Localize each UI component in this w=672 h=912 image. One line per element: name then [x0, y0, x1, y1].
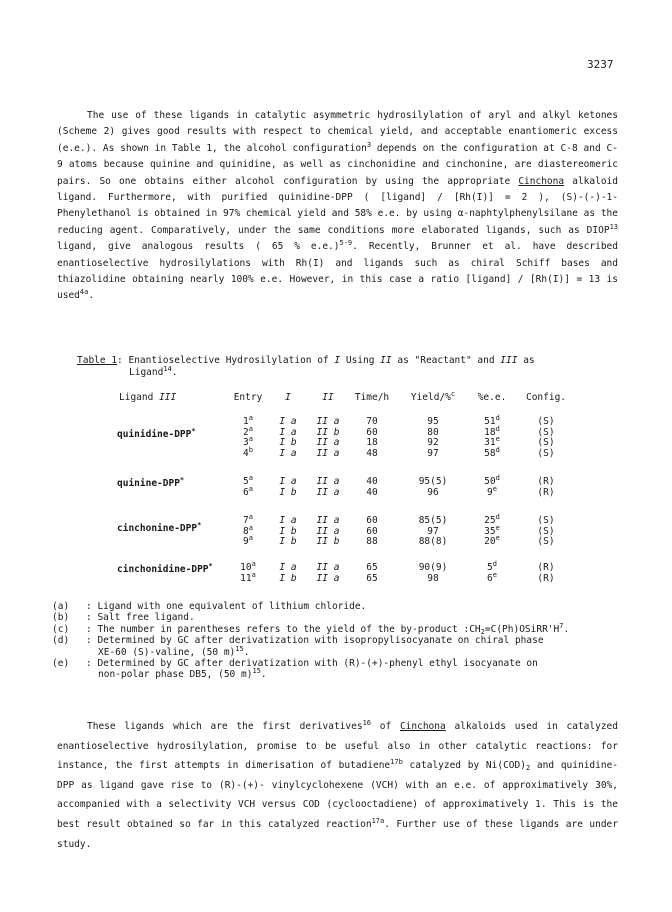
substrate-cell — [279, 427, 296, 438]
ee-value: 20 — [484, 536, 496, 548]
caption-text: as "Reactant" and — [391, 355, 501, 366]
substrate-cell — [279, 448, 296, 459]
time-cell: 70 — [366, 416, 378, 427]
text-run: . — [88, 290, 95, 302]
config-cell: (S) — [537, 515, 555, 526]
entry-number: 6 — [243, 486, 249, 498]
entry-number: 10 — [240, 562, 252, 573]
entry-superscript: a — [248, 414, 253, 422]
caption-italic: II — [380, 355, 392, 366]
reference-superscript: 5-9 — [339, 239, 353, 248]
footnote-superscript: 7 — [559, 621, 564, 630]
config-cell: (S) — [537, 416, 555, 427]
silane-text: II a — [316, 515, 340, 526]
entry-superscript: a — [251, 560, 256, 568]
config-cell: (R) — [537, 572, 555, 584]
ligand-label — [117, 429, 196, 440]
silane-text: II b — [316, 426, 340, 438]
silane-cell — [317, 536, 340, 547]
reference-superscript: 16 — [362, 719, 371, 727]
substrate-text: I a — [279, 515, 297, 526]
ee-value: 18 — [484, 426, 496, 438]
underlined-term: Cinchona — [518, 175, 565, 187]
text-run: of — [371, 721, 400, 732]
footnote-key: (b) — [52, 612, 70, 624]
ee-superscript: d — [495, 414, 500, 422]
footnote-superscript: 15 — [252, 667, 261, 676]
yield-cell: 95 — [427, 416, 439, 427]
header-italic: II — [322, 392, 334, 403]
reference-superscript: 4a — [79, 288, 89, 297]
caption-text: : Enantioselective Hydrosilylation of — [117, 355, 335, 366]
footnote-text: XE-60 (S)-valine, (50 m) — [98, 646, 236, 658]
header-italic: I — [285, 392, 291, 403]
text-run: depends on the configuration at C-8 and C-9 atoms because quinine and quinidine, as well as cinchonidine and cinchonine, are diastereomeric pairs. So one obtains either alcohol configuration by using the appropriate — [57, 142, 618, 187]
text-run: . Recently, Brunner et al. have described enantioselective hydrosilylations with Rh(I) and ligands such as chiral Schiff bases and thiazolidine obtaining nearly 100% e.e. However, in this case a ratio [ligand] / [Rh(I)] = 13 is used — [57, 241, 618, 302]
ee-value: 58 — [484, 448, 496, 460]
silane-text: II a — [316, 476, 340, 487]
substrate-text: I a — [279, 426, 297, 438]
caption-text: Using — [340, 355, 381, 366]
config-cell: (R) — [537, 562, 555, 573]
table-label: Table 1 — [77, 355, 118, 366]
substrate-cell — [279, 573, 296, 584]
time-cell: 60 — [366, 525, 378, 537]
header-text: Ligand — [119, 392, 154, 403]
text-run: alkaloids used in catalyzed enantioselective hydrosilylation, promise to be useful also in other catalytic reactions: for instance, the first attempts in dimerisation of butadiene — [57, 721, 618, 772]
entry-number: 3 — [243, 437, 249, 449]
underlined-term: Cinchona — [399, 721, 446, 732]
header-entry: Entry — [233, 392, 263, 403]
substrate-cell — [279, 536, 296, 547]
ee-superscript: d — [495, 446, 500, 455]
substrate-text: I b — [279, 572, 297, 584]
subscript: 2 — [525, 764, 531, 773]
substrate-text: I a — [279, 416, 297, 427]
entry-number: 4 — [243, 448, 249, 460]
yield-cell: 90(9) — [418, 562, 448, 573]
silane-text: II a — [316, 525, 340, 537]
entry-superscript: a — [248, 513, 253, 521]
substrate-text: I b — [279, 525, 297, 537]
silane-cell — [317, 476, 340, 487]
config-cell: (S) — [537, 448, 555, 460]
header-ee: %e.e. — [477, 392, 507, 403]
footnote-text: : Salt free ligand. — [86, 612, 195, 624]
text-run: and quinidine-DPP as ligand gave rise to (R)-(+)- vinylcyclohexene (VCH) with an e.e. of approximatively 30%, accompanied with a selectivity VCH versus COD (cyclooctadiene) of approximatively 1. This is the best result obtained so far in this catalyzed reaction — [57, 760, 619, 830]
caption-text: Ligand — [129, 367, 164, 378]
time-cell: 65 — [366, 562, 378, 573]
table-footnotes — [52, 601, 632, 681]
yield-cell: 97 — [427, 525, 439, 537]
config-cell: (S) — [537, 426, 555, 438]
reference-superscript: 17a — [371, 816, 385, 825]
silane-text: II b — [316, 536, 340, 548]
ee-value: 50 — [484, 476, 496, 487]
substrate-text: I a — [279, 448, 297, 460]
ligand-mark: * — [191, 427, 196, 436]
entry-number: 8 — [243, 525, 249, 537]
caption-italic: III — [500, 355, 518, 366]
time-cell: 40 — [366, 476, 378, 487]
silane-text: II a — [316, 486, 340, 498]
entry-cell — [243, 448, 253, 459]
footnote-text: : The number in parentheses refers to the yield of the by-product :CH — [86, 623, 481, 635]
silane-cell — [317, 448, 340, 459]
footnote-d — [52, 635, 632, 658]
footnote-subscript: 2 — [480, 627, 485, 636]
footnote-key: (a) — [52, 601, 70, 612]
footnote-e — [52, 658, 632, 681]
substrate-cell — [279, 487, 296, 498]
substrate-cell — [279, 437, 296, 448]
reference-superscript: 13 — [609, 222, 618, 231]
silane-cell — [317, 487, 340, 498]
ligand-mark: * — [197, 520, 202, 529]
footnote-superscript: 15 — [235, 644, 244, 653]
ligand-mark: * — [208, 562, 213, 571]
ee-value: 5 — [487, 562, 493, 573]
ee-cell — [487, 570, 497, 584]
yield-cell: 85(5) — [418, 515, 448, 526]
ee-superscript: e — [495, 523, 500, 532]
ligand-label — [117, 520, 202, 534]
yield-cell: 80 — [427, 426, 439, 438]
entry-number: 1 — [243, 416, 249, 427]
ligand-label — [117, 478, 184, 489]
entry-superscript: a — [248, 534, 253, 543]
silane-cell — [317, 573, 340, 584]
entry-number: 5 — [243, 476, 249, 487]
ee-superscript: d — [492, 560, 497, 568]
ligand-name-text: cinchonidine-DPP — [117, 564, 209, 576]
header-config: Config. — [525, 392, 567, 403]
substrate-cell — [279, 562, 296, 573]
footnote-key: (c) — [52, 623, 70, 635]
footnote-key: (e) — [52, 658, 70, 670]
text-run: catalyzed by Ni(COD) — [402, 760, 526, 772]
silane-text: II a — [316, 562, 340, 573]
footnote-continuation — [86, 669, 632, 680]
ee-cell — [487, 484, 497, 498]
text-run: These ligands which are the first derivatives — [87, 721, 363, 732]
ee-value: 6 — [487, 572, 493, 584]
time-cell: 88 — [366, 536, 378, 548]
entry-number: 11 — [240, 572, 252, 584]
footnote-text: =C(Ph)OSiRR'H — [484, 623, 560, 635]
text-run: alkaloid ligand. Furthermore, with purified quinidine-DPP ( [ligand] / [Rh(I)] = 2 ), (S)-(-)-1-Phenylethanol is obtained in 97% chemical yield and 58% e.e. by using α-naphtylphenylsilane as the reducing agent. Comparatively, under the same conditions more elaborated ligands, such as DIOP — [57, 175, 618, 236]
entry-superscript: a — [248, 435, 253, 444]
ee-value: 35 — [484, 525, 496, 537]
caption-italic: I — [334, 355, 341, 366]
text-run: The use of these ligands in catalytic asymmetric hydrosilylation of aryl and alkyl ketones (Scheme 2) gives good results with respect to chemical yield, and acceptable enantiomeric excess (e.e.). As shown in Table 1, the alcohol configuration — [57, 110, 618, 154]
silane-text: II a — [316, 437, 340, 449]
config-cell: (S) — [537, 437, 555, 449]
header-ligand — [119, 392, 176, 403]
entry-number: 9 — [243, 536, 249, 548]
substrate-text: I a — [279, 476, 297, 487]
closing-paragraph — [57, 717, 618, 854]
substrate-text: I b — [279, 486, 297, 498]
silane-cell — [317, 427, 340, 438]
entry-superscript: a — [251, 570, 256, 579]
footnote-text: . — [260, 669, 267, 681]
caption-text: as — [517, 355, 535, 366]
substrate-text: I b — [279, 437, 297, 449]
entry-superscript: a — [248, 523, 253, 532]
footnote-a — [52, 601, 632, 612]
page-number: 3237 — [587, 58, 614, 71]
ee-value: 31 — [484, 437, 496, 449]
ee-superscript: e — [495, 534, 500, 543]
time-cell: 18 — [366, 437, 378, 449]
substrate-cell — [279, 515, 296, 526]
ee-superscript: e — [492, 484, 497, 493]
config-cell: (S) — [537, 525, 555, 537]
yield-cell: 96 — [427, 486, 439, 498]
silane-text: II a — [316, 572, 340, 584]
config-cell: (S) — [537, 536, 555, 548]
header-yield — [411, 392, 455, 403]
header-time: Time/h — [354, 392, 390, 403]
ee-cell — [484, 448, 500, 459]
ligand-label — [117, 564, 213, 575]
reference-superscript: 3 — [366, 140, 372, 149]
ee-superscript: d — [495, 474, 500, 482]
header-italic: III — [159, 392, 177, 403]
footnote-b — [52, 612, 632, 623]
footnote-c — [52, 621, 632, 636]
ee-superscript: d — [495, 513, 500, 521]
yield-cell: 97 — [427, 448, 439, 460]
entry-superscript: a — [248, 484, 253, 493]
yield-cell: 98 — [427, 572, 439, 584]
substrate-cell — [279, 526, 296, 537]
time-cell: 65 — [366, 572, 378, 584]
header-II — [322, 392, 333, 403]
footnote-text: non-polar phase DB5, (50 m) — [98, 669, 253, 681]
ee-value: 25 — [484, 515, 496, 526]
substrate-cell — [279, 476, 296, 487]
entry-superscript: b — [248, 446, 253, 455]
silane-text: II a — [316, 416, 340, 427]
ee-superscript: e — [495, 435, 500, 444]
silane-cell — [317, 562, 340, 573]
ee-cell — [484, 536, 500, 547]
entry-cell — [243, 484, 253, 498]
caption-continuation — [77, 367, 597, 379]
entry-number: 2 — [243, 426, 249, 438]
config-cell: (R) — [537, 486, 555, 498]
text-run: ligand, give analogous results ( 65 % e.e.) — [57, 241, 340, 253]
entry-superscript: a — [248, 424, 253, 433]
time-cell: 48 — [366, 448, 378, 460]
ligand-name-text: quinidine-DPP — [117, 429, 192, 441]
entry-superscript: a — [248, 474, 253, 482]
time-cell: 40 — [366, 486, 378, 498]
ligand-name-text: cinchonine-DPP — [117, 522, 198, 534]
ee-value: 51 — [484, 416, 496, 427]
text-run: . Further use of these ligands are under study. — [57, 818, 618, 850]
substrate-text: I a — [279, 562, 297, 573]
reference-superscript: 14 — [163, 365, 172, 373]
silane-cell — [317, 437, 340, 448]
entry-number: 7 — [243, 515, 249, 526]
ligand-name-text: quinine-DPP — [117, 478, 180, 490]
intro-paragraph — [57, 108, 618, 305]
time-cell: 60 — [366, 426, 378, 438]
header-text: Yield/% — [410, 392, 451, 403]
table-caption — [77, 355, 597, 379]
header-superscript: c — [450, 390, 456, 398]
header-I — [285, 392, 291, 403]
footnote-continuation — [86, 644, 632, 658]
footnote-text: . — [563, 623, 570, 635]
ee-superscript: d — [495, 424, 500, 433]
footnote-text: : Ligand with one equivalent of lithium chloride. — [86, 601, 367, 612]
entry-cell — [240, 570, 256, 584]
ee-superscript: e — [492, 570, 497, 579]
footnote-text: : Determined by GC after derivatization with (R)-(+)-phenyl ethyl isocyanate on — [86, 658, 538, 670]
yield-cell: 88(8) — [418, 536, 448, 548]
silane-text: II a — [316, 448, 340, 460]
substrate-text: I b — [279, 536, 297, 548]
config-cell: (R) — [537, 476, 555, 487]
reference-superscript: 17b — [390, 758, 403, 767]
footnote-text: : Determined by GC after derivatization with isopropylisocyanate on chiral phase — [86, 635, 544, 647]
yield-cell: 92 — [427, 437, 439, 449]
ligand-mark: * — [179, 476, 185, 485]
entry-cell — [243, 536, 253, 547]
caption-text: . — [171, 367, 178, 378]
substrate-cell — [279, 416, 296, 427]
silane-cell — [317, 416, 340, 427]
silane-cell — [317, 526, 340, 537]
ee-value: 9 — [487, 486, 493, 498]
footnote-text: . — [243, 646, 250, 658]
yield-cell: 95(5) — [418, 476, 448, 487]
footnote-key: (d) — [52, 635, 70, 647]
silane-cell — [317, 515, 340, 526]
time-cell: 60 — [366, 515, 378, 526]
